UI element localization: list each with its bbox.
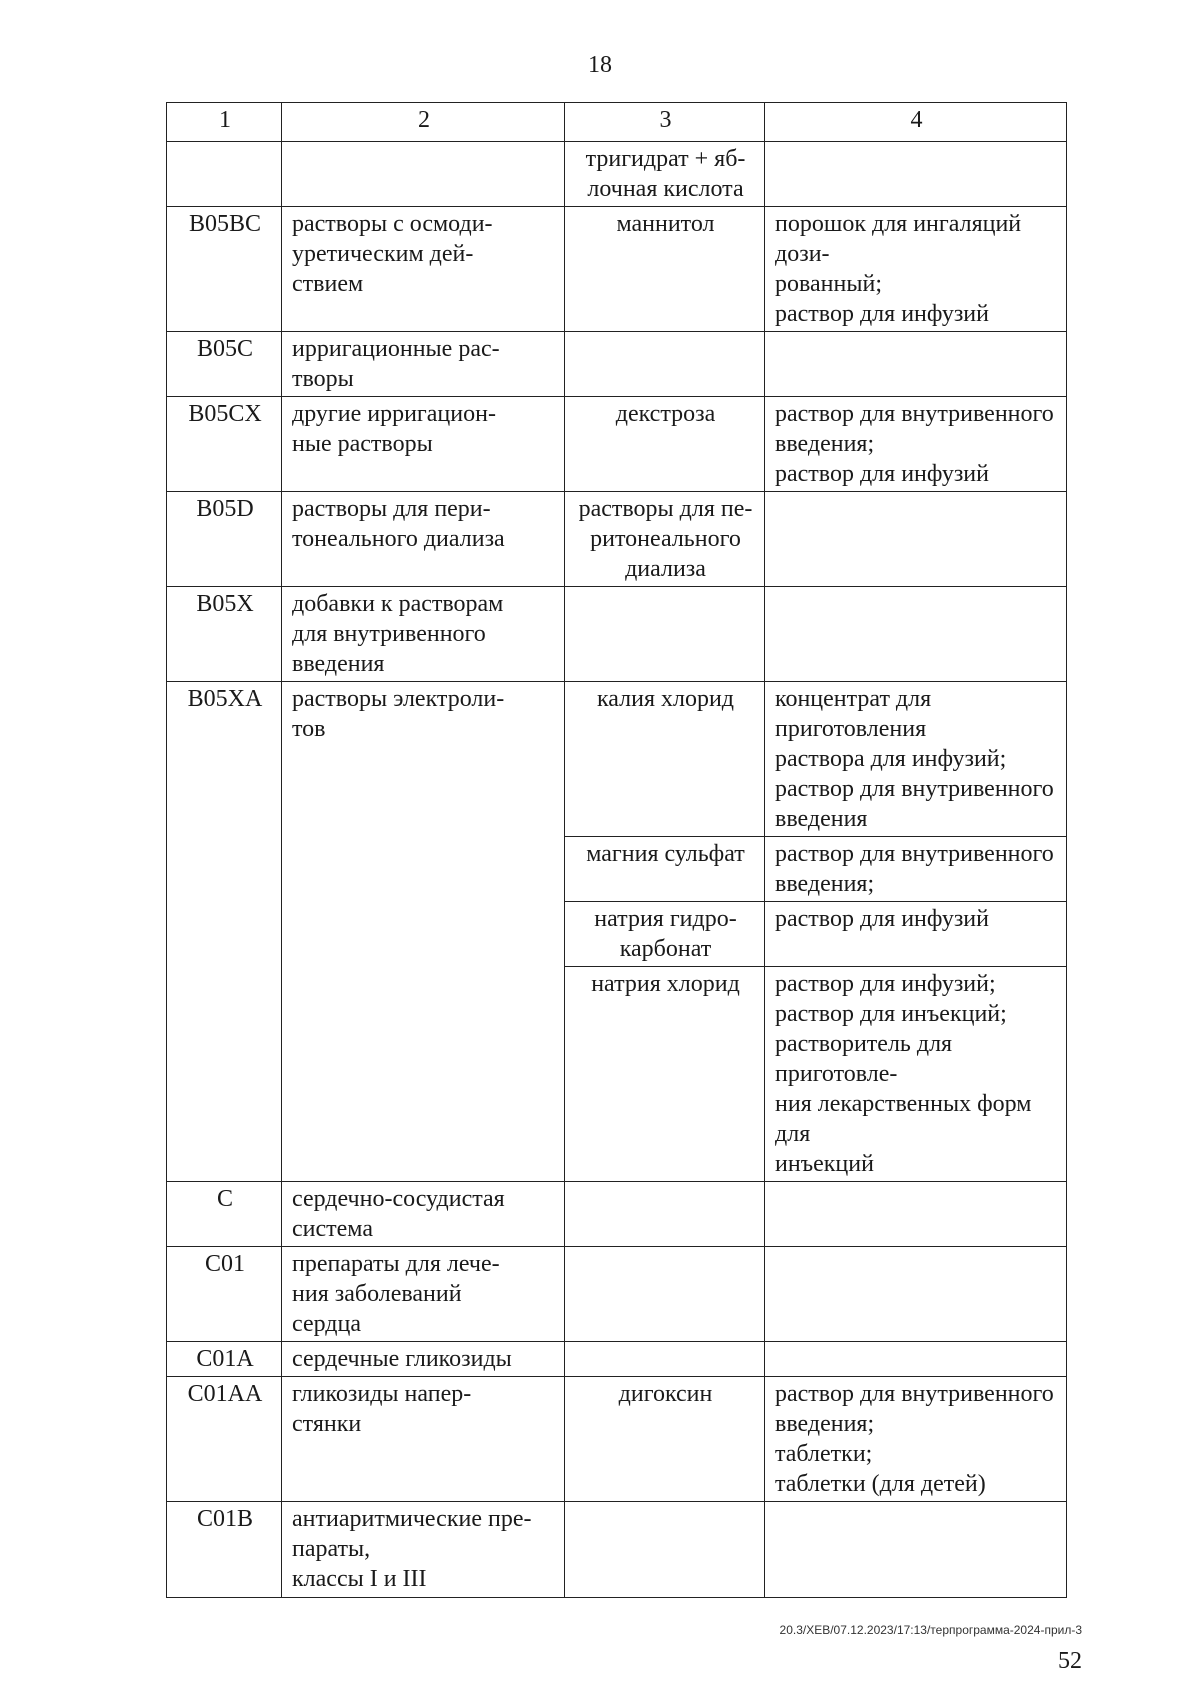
substance-cell xyxy=(565,1182,765,1247)
substance-cell xyxy=(565,492,765,587)
group-line: растворы электроли- xyxy=(292,686,505,712)
form-line: раствор для инфузий xyxy=(775,301,989,327)
substance-line: диализа xyxy=(625,556,706,582)
substance-cell xyxy=(565,397,765,492)
table-row xyxy=(167,1502,1067,1598)
group-cell xyxy=(282,492,565,587)
table-row xyxy=(167,1342,1067,1377)
atc-code-cell: B05D xyxy=(167,492,282,587)
group-line: сердечные гликозиды xyxy=(292,1346,512,1372)
substance-line: лочная кислота xyxy=(587,176,744,202)
substance-line: тригидрат + яб- xyxy=(585,146,746,172)
substance-line: карбонат xyxy=(619,936,712,962)
form-line: таблетки (для детей) xyxy=(775,1471,986,1497)
substance-cell xyxy=(565,1502,765,1598)
substance-cell xyxy=(565,1377,765,1502)
form-line: раствор для внутривенного xyxy=(775,776,1054,802)
group-line: препараты для лече- xyxy=(292,1251,500,1277)
atc-code-cell: B05X xyxy=(167,587,282,682)
form-line: раствор для инфузий; xyxy=(775,971,996,997)
group-line: сердца xyxy=(292,1311,361,1337)
group-cell xyxy=(282,207,565,332)
substance-cell xyxy=(565,332,765,397)
group-cell xyxy=(282,142,565,207)
group-cell xyxy=(282,1502,565,1598)
form-line: введения; xyxy=(775,431,875,457)
form-line: инъекций xyxy=(775,1151,874,1177)
substance-line: магния сульфат xyxy=(586,841,745,867)
group-line: растворы для пери- xyxy=(292,496,491,522)
group-line: растворы с осмоди- xyxy=(292,211,493,237)
dosage-forms-cell xyxy=(765,1247,1067,1342)
form-line: введения; xyxy=(775,871,875,897)
substance-cell xyxy=(565,1247,765,1342)
group-line: параты, xyxy=(292,1536,371,1562)
form-line: ния лекарственных форм для xyxy=(775,1091,1032,1147)
dosage-forms-cell xyxy=(765,142,1067,207)
dosage-forms-cell xyxy=(765,397,1067,492)
substance-line: натрия гидро- xyxy=(594,906,737,932)
column-header-1: 1 xyxy=(167,103,282,142)
group-cell xyxy=(282,1182,565,1247)
dosage-forms-cell xyxy=(765,492,1067,587)
group-cell xyxy=(282,587,565,682)
substance-cell xyxy=(565,902,765,967)
substance-cell xyxy=(565,207,765,332)
substance-cell xyxy=(565,587,765,682)
dosage-forms-cell xyxy=(765,837,1067,902)
substance-line: растворы для пе- xyxy=(578,496,753,522)
column-header-3: 3 xyxy=(565,103,765,142)
substance-line: ритонеального xyxy=(590,526,741,552)
form-line: концентрат для приготовления xyxy=(775,686,932,742)
group-line: классы I и III xyxy=(292,1566,427,1592)
group-line: система xyxy=(292,1216,373,1242)
sheet-number: 52 xyxy=(1058,1648,1082,1674)
atc-code-cell: C xyxy=(167,1182,282,1247)
form-line: введения; xyxy=(775,1411,875,1437)
atc-code-cell xyxy=(167,142,282,207)
form-line: раствора для инфузий; xyxy=(775,746,1007,772)
substance-line: калия хлорид xyxy=(596,686,735,712)
atc-code-cell: C01B xyxy=(167,1502,282,1598)
atc-code-cell: B05CX xyxy=(167,397,282,492)
substance-line: маннитол xyxy=(616,211,715,237)
group-line: антиаритмические пре- xyxy=(292,1506,532,1532)
group-line: сердечно-сосудистая xyxy=(292,1186,505,1212)
table-row xyxy=(167,587,1067,682)
table-row xyxy=(167,492,1067,587)
dosage-forms-cell xyxy=(765,207,1067,332)
group-cell xyxy=(282,332,565,397)
column-header-4: 4 xyxy=(765,103,1067,142)
atc-code-cell: C01AA xyxy=(167,1377,282,1502)
form-line: раствор для инфузий xyxy=(775,906,989,932)
dosage-forms-cell xyxy=(765,1377,1067,1502)
table-row xyxy=(167,207,1067,332)
atc-drug-table xyxy=(166,102,1067,1598)
atc-code-cell: B05XA xyxy=(167,682,282,1182)
group-line: тонеального диализа xyxy=(292,526,505,552)
group-line: ствием xyxy=(292,271,364,297)
group-line: ния заболеваний xyxy=(292,1281,462,1307)
table-row xyxy=(167,397,1067,492)
form-line: раствор для инфузий xyxy=(775,461,989,487)
group-line: гликозиды напер- xyxy=(292,1381,472,1407)
atc-code-cell: B05C xyxy=(167,332,282,397)
group-line: тов xyxy=(292,716,326,742)
dosage-forms-cell xyxy=(765,587,1067,682)
table-row xyxy=(167,142,1067,207)
dosage-forms-cell xyxy=(765,967,1067,1182)
group-line: стянки xyxy=(292,1411,362,1437)
group-line: ирригационные рас- xyxy=(292,336,500,362)
atc-code-cell: C01 xyxy=(167,1247,282,1342)
group-line: для внутривенного xyxy=(292,621,486,647)
group-cell xyxy=(282,1342,565,1377)
substance-cell xyxy=(565,967,765,1182)
document-footer-stamp: 20.3/ХЕВ/07.12.2023/17:13/терпрограмма-2024-прил-3 xyxy=(779,1623,1082,1637)
column-header-2: 2 xyxy=(282,103,565,142)
group-line: творы xyxy=(292,366,354,392)
form-line: порошок для ингаляций дози- xyxy=(775,211,1022,267)
group-cell xyxy=(282,682,565,1182)
atc-code-cell: B05BC xyxy=(167,207,282,332)
substance-cell xyxy=(565,1342,765,1377)
substance-line: дигоксин xyxy=(618,1381,713,1407)
dosage-forms-cell xyxy=(765,1502,1067,1598)
group-line: другие ирригацион- xyxy=(292,401,496,427)
table-row xyxy=(167,332,1067,397)
table-row xyxy=(167,1182,1067,1247)
dosage-forms-cell xyxy=(765,682,1067,837)
dosage-forms-cell xyxy=(765,1182,1067,1247)
substance-cell xyxy=(565,682,765,837)
dosage-forms-cell xyxy=(765,1342,1067,1377)
group-line: добавки к растворам xyxy=(292,591,504,617)
form-line: раствор для внутривенного xyxy=(775,401,1054,427)
substance-line: натрия хлорид xyxy=(591,971,740,997)
substance-cell xyxy=(565,837,765,902)
table-row xyxy=(167,682,1067,837)
form-line: введения xyxy=(775,806,868,832)
form-line: раствор для внутривенного xyxy=(775,841,1054,867)
form-line: таблетки; xyxy=(775,1441,873,1467)
form-line: растворитель для приготовле- xyxy=(775,1031,953,1087)
atc-code-cell: C01A xyxy=(167,1342,282,1377)
group-cell xyxy=(282,1247,565,1342)
form-line: раствор для внутривенного xyxy=(775,1381,1054,1407)
dosage-forms-cell xyxy=(765,902,1067,967)
group-line: введения xyxy=(292,651,385,677)
table-header-row xyxy=(167,103,1067,142)
substance-line: декстроза xyxy=(615,401,716,427)
group-line: уретическим дей- xyxy=(292,241,474,267)
group-line: ные растворы xyxy=(292,431,433,457)
table-row xyxy=(167,1377,1067,1502)
group-cell xyxy=(282,397,565,492)
dosage-forms-cell xyxy=(765,332,1067,397)
table-row xyxy=(167,1247,1067,1342)
form-line: раствор для инъекций; xyxy=(775,1001,1007,1027)
page-number: 18 xyxy=(588,52,612,78)
substance-cell xyxy=(565,142,765,207)
group-cell xyxy=(282,1377,565,1502)
form-line: рованный; xyxy=(775,271,882,297)
